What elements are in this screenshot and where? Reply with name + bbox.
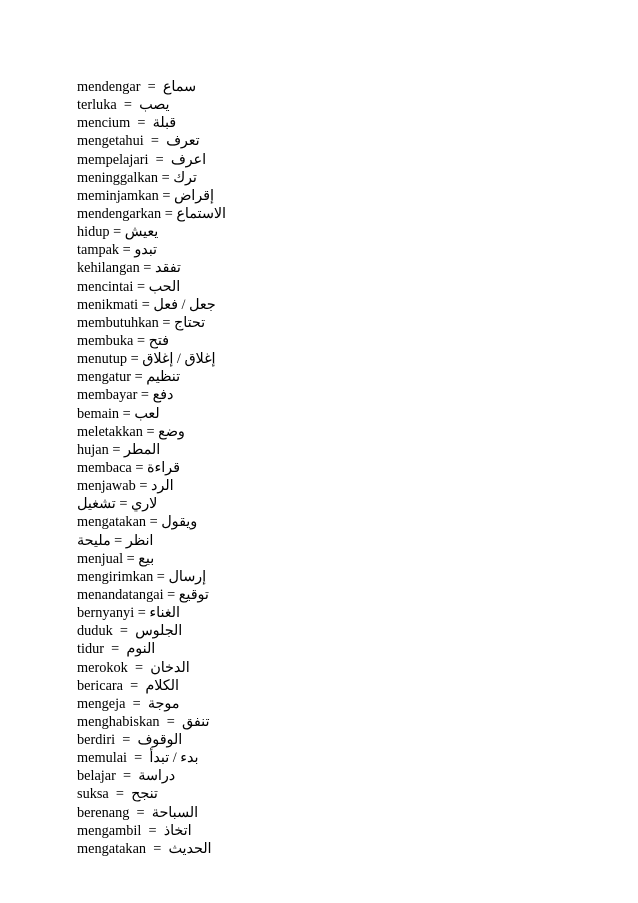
vocab-translation: وضع (158, 423, 185, 440)
vocab-row (77, 659, 226, 677)
equals-sign: = (116, 97, 140, 114)
vocab-translation: تنظيم (146, 369, 181, 386)
equals-sign: = (130, 115, 153, 132)
vocab-translation: تنجح (131, 786, 158, 803)
vocab-translation: إغلاق / إغلاق (142, 351, 216, 368)
equals-sign: = (123, 550, 139, 567)
equals-sign: = (108, 786, 132, 803)
equals-sign: = (115, 496, 131, 513)
vocab-term: berenang (77, 804, 130, 821)
equals-sign: = (142, 423, 159, 440)
vocab-translation: يصب (139, 97, 170, 114)
equals-sign: = (104, 641, 127, 658)
vocab-translation: المطر (123, 441, 161, 458)
vocab-row (77, 96, 226, 114)
vocab-row (77, 677, 226, 695)
vocab-term: mempelajari (77, 151, 149, 168)
vocab-translation: بيع (138, 550, 155, 567)
vocab-term: kehilangan (77, 260, 140, 277)
vocab-term: bericara (77, 677, 124, 694)
vocab-translation: جعل / فعل (153, 296, 216, 313)
vocab-row (77, 568, 226, 586)
equals-sign: = (161, 205, 177, 222)
vocab-translation: سماع (162, 79, 197, 95)
vocab-term: mendengarkan (77, 205, 162, 222)
vocab-translation: لاري (131, 496, 158, 513)
vocab-row (77, 804, 226, 822)
vocab-row (77, 259, 226, 277)
vocab-translation: قبلة (152, 115, 177, 132)
vocab-translation: الاستماع (176, 205, 226, 222)
equals-sign: = (137, 387, 153, 404)
vocab-translation: دفع (152, 387, 174, 404)
vocab-term: mengetahui (77, 133, 144, 150)
vocab-row (77, 640, 226, 658)
equals-sign: = (109, 224, 125, 241)
vocab-term: hujan (77, 441, 109, 458)
vocab-term: menandatangai (77, 586, 164, 603)
equals-sign: = (143, 133, 167, 150)
vocab-row (77, 822, 226, 840)
equals-sign: = (127, 659, 151, 676)
vocab-term: تشغيل (77, 496, 116, 513)
vocab-row (77, 405, 226, 423)
vocab-row (77, 550, 226, 568)
vocab-row (77, 713, 226, 731)
vocab-term: مليحة (77, 532, 111, 549)
equals-sign: = (153, 568, 169, 585)
equals-sign: = (119, 405, 135, 422)
vocab-translation: الجلوس (135, 623, 183, 640)
vocab-translation: الكلام (145, 677, 180, 694)
vocab-term: menjawab (77, 478, 136, 495)
vocab-term: duduk (77, 623, 113, 640)
vocab-term: membayar (77, 387, 138, 404)
vocab-term: mengirimkan (77, 568, 154, 585)
vocab-row (77, 749, 226, 767)
equals-sign: = (158, 169, 174, 186)
vocab-term: mengeja (77, 695, 126, 712)
vocab-translation: ترك (173, 169, 197, 186)
equals-sign: = (112, 623, 136, 640)
vocab-term: menghabiskan (77, 713, 160, 730)
vocab-row (77, 241, 226, 259)
vocab-row (77, 423, 226, 441)
vocab-term: bemain (77, 405, 120, 422)
vocab-translation: فتح (148, 332, 169, 349)
vocab-term: membuka (77, 332, 134, 349)
vocab-row (77, 296, 226, 314)
vocab-translation: النوم (126, 641, 156, 658)
vocab-row (77, 151, 226, 169)
vocab-row (77, 386, 226, 404)
vocab-row (77, 169, 226, 187)
equals-sign: = (127, 750, 150, 767)
vocab-term: terluka (77, 97, 117, 114)
vocab-term: merokok (77, 659, 128, 676)
vocab-row (77, 223, 226, 241)
vocab-translation: تحتاج (174, 314, 206, 331)
vocab-translation: بدء / تبدأ (149, 750, 199, 767)
vocab-term: meminjamkan (77, 187, 159, 204)
vocab-translation: توقيع (178, 586, 209, 603)
vocab-row (77, 695, 226, 713)
equals-sign: = (119, 242, 135, 259)
vocab-row (77, 368, 226, 386)
vocab-row (77, 314, 226, 332)
vocab-row (77, 604, 226, 622)
vocab-translation: الرد (150, 478, 174, 495)
vocab-row (77, 278, 226, 296)
vocab-translation: يعيش (124, 224, 159, 241)
vocab-translation: تنفق (181, 713, 210, 730)
vocab-translation: قراءة (147, 459, 180, 476)
vocab-translation: دراسة (138, 768, 176, 785)
vocab-term: menutup (77, 351, 128, 368)
vocab-row (77, 332, 226, 350)
vocab-term: membaca (77, 459, 132, 476)
equals-sign: = (158, 187, 175, 204)
vocab-row (77, 532, 226, 550)
vocab-translation: الغناء (149, 605, 181, 622)
vocab-row (77, 840, 226, 858)
vocab-term: mendengar (77, 79, 141, 95)
equals-sign: = (108, 441, 124, 458)
equals-sign: = (110, 532, 126, 549)
vocab-translation: تفقد (154, 260, 181, 277)
vocab-row (77, 495, 226, 513)
vocab-term: mengatur (77, 369, 131, 386)
equals-sign: = (131, 459, 147, 476)
equals-sign: = (146, 840, 169, 857)
equals-sign: = (123, 677, 146, 694)
equals-sign: = (133, 332, 149, 349)
vocab-translation: موجة (147, 695, 180, 712)
equals-sign: = (133, 278, 149, 295)
equals-sign: = (129, 804, 152, 821)
vocab-translation: اتخاذ (163, 822, 192, 839)
vocab-term: meletakkan (77, 423, 143, 440)
equals-sign: = (140, 79, 163, 95)
vocab-translation: الحب (148, 278, 181, 295)
vocab-term: meninggalkan (77, 169, 158, 186)
equals-sign: = (158, 314, 175, 331)
vocab-translation: تعرف (166, 133, 200, 150)
vocab-row (77, 731, 226, 749)
vocab-row (77, 622, 226, 640)
equals-sign: = (163, 586, 179, 603)
equals-sign: = (134, 605, 150, 622)
equals-sign: = (135, 478, 151, 495)
vocab-term: hidup (77, 224, 110, 241)
vocab-term: suksa (77, 786, 109, 803)
vocab-term: bernyanyi (77, 605, 135, 622)
vocab-term: belajar (77, 768, 116, 785)
equals-sign: = (115, 732, 138, 749)
vocab-term: tampak (77, 242, 120, 259)
equals-sign: = (139, 260, 155, 277)
vocab-term: mencintai (77, 278, 134, 295)
vocab-translation: إرسال (168, 568, 207, 585)
vocab-row (77, 459, 226, 477)
vocab-translation: الوقوف (137, 732, 183, 749)
vocab-term: mengatakan (77, 840, 147, 857)
vocab-term: mengatakan (77, 514, 147, 531)
vocab-term: tidur (77, 641, 105, 658)
vocab-term: menjual (77, 550, 124, 567)
vocab-translation: الحديث (168, 840, 212, 857)
equals-sign: = (159, 713, 182, 730)
vocab-translation: لعب (134, 405, 160, 422)
vocabulary-list (77, 78, 226, 858)
vocab-row (77, 767, 226, 785)
vocab-translation: اعرف (170, 151, 207, 168)
vocab-term: menikmati (77, 296, 139, 313)
vocab-translation: ويقول (161, 514, 198, 531)
vocab-term: membutuhkan (77, 314, 159, 331)
equals-sign: = (115, 768, 139, 785)
equals-sign: = (148, 151, 171, 168)
vocab-translation: انظر (125, 532, 154, 549)
vocab-row (77, 132, 226, 150)
vocab-translation: السباحة (151, 804, 199, 821)
equals-sign: = (125, 695, 148, 712)
vocab-term: memulai (77, 750, 128, 767)
vocab-row (77, 586, 226, 604)
equals-sign: = (131, 369, 147, 386)
equals-sign: = (146, 514, 162, 531)
vocab-row (77, 78, 226, 96)
equals-sign: = (138, 296, 154, 313)
equals-sign: = (127, 351, 143, 368)
vocab-translation: تبدو (134, 242, 158, 259)
vocab-term: berdiri (77, 732, 116, 749)
equals-sign: = (141, 822, 164, 839)
vocab-row (77, 477, 226, 495)
vocab-row (77, 441, 226, 459)
vocab-row (77, 513, 226, 531)
vocab-translation: الدخان (150, 659, 190, 676)
vocab-term: mencium (77, 115, 131, 132)
vocab-term: mengambil (77, 822, 142, 839)
vocab-row (77, 785, 226, 803)
vocab-row (77, 350, 226, 368)
vocab-row (77, 114, 226, 132)
vocab-row (77, 187, 226, 205)
vocab-translation: إقراض (174, 187, 214, 204)
vocab-row (77, 205, 226, 223)
